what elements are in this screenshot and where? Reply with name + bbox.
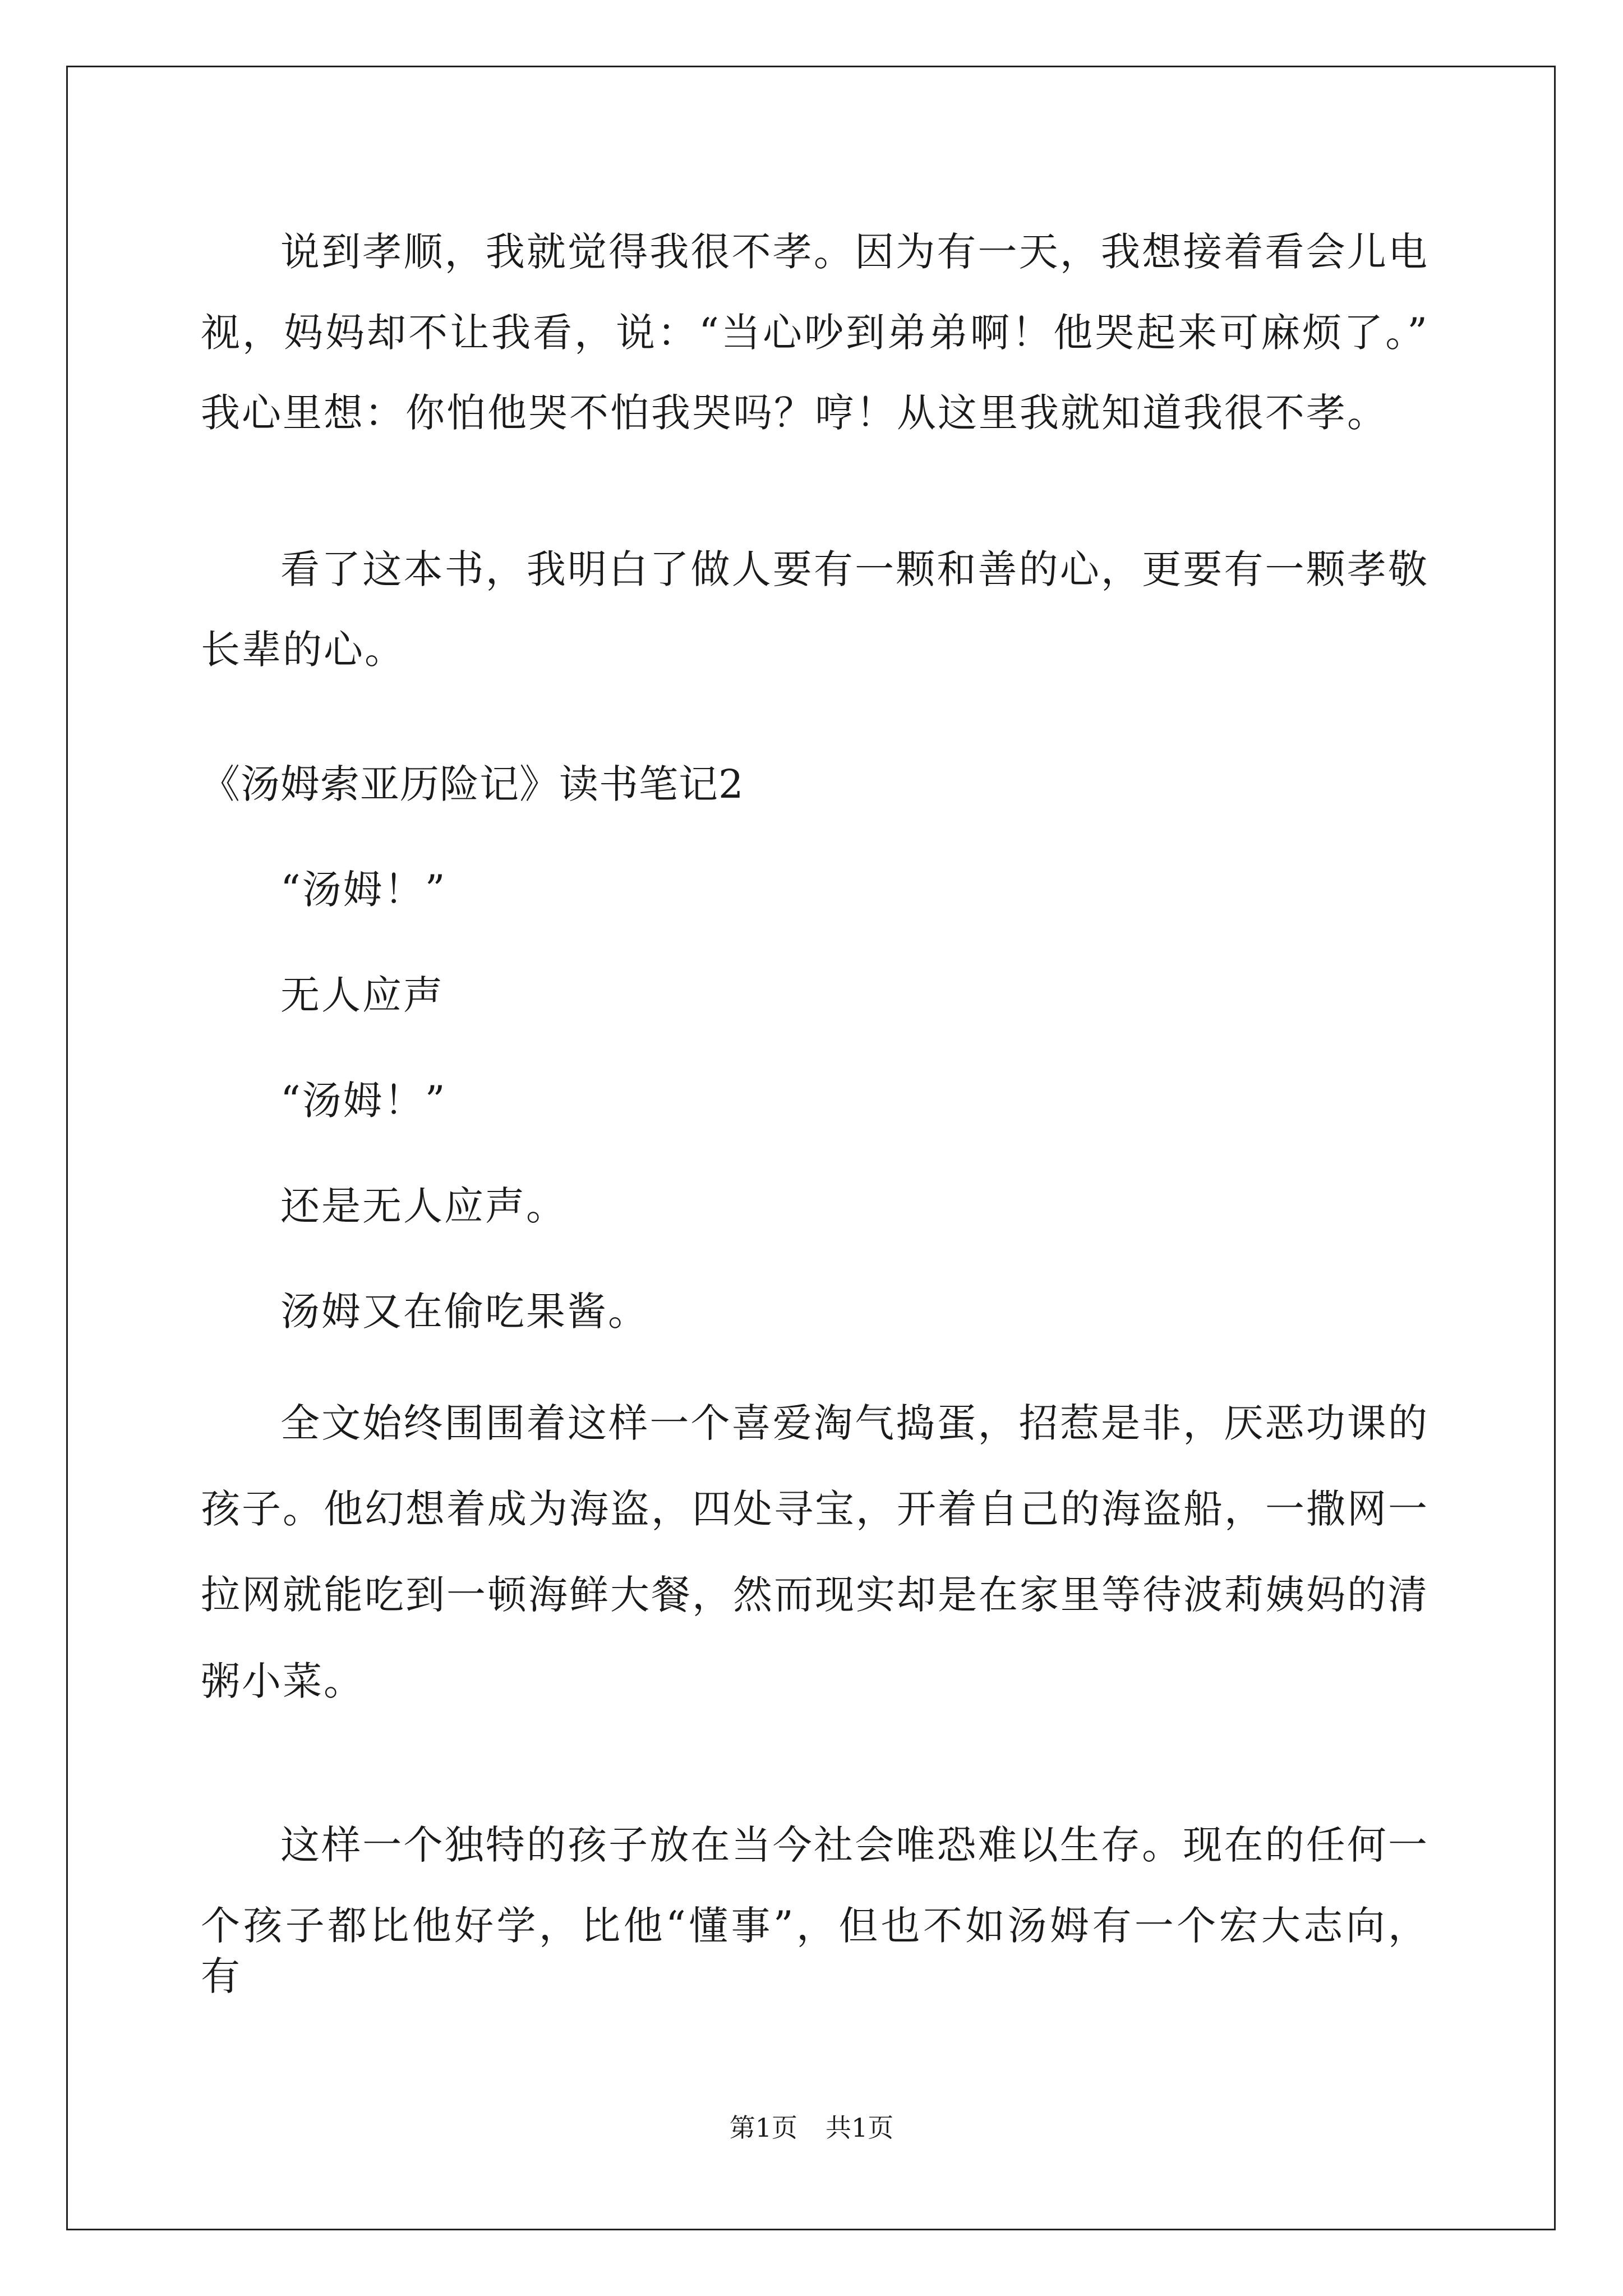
page-footer (0, 2111, 1623, 2145)
paragraph-line: 看了这本书，我明白了做人要有一颗和善的心，更要有一颗孝敬 (280, 546, 1429, 592)
paragraph-line: “汤姆！” (280, 1078, 447, 1124)
paragraph-line: 视，妈妈却不让我看，说：“当心吵到弟弟啊！他哭起来可麻烦了。” (201, 310, 1429, 356)
paragraph-line: 粥小菜。 (201, 1658, 365, 1704)
paragraph-line: 我心里想：你怕他哭不怕我哭吗？哼！从这里我就知道我很不孝。 (201, 390, 1388, 436)
page-number: 第1页 (729, 2113, 797, 2143)
paragraph-line: 拉网就能吃到一顿海鲜大餐，然而现实却是在家里等待波莉姨妈的清 (201, 1572, 1429, 1618)
paragraph-line: 还是无人应声。 (280, 1183, 567, 1229)
paragraph-line: 个孩子都比他好学，比他“懂事”，但也不如汤姆有一个宏大志向，有 (201, 1903, 1429, 1999)
paragraph-line: 长辈的心。 (201, 627, 405, 673)
paragraph-line: 全文始终围围着这样一个喜爱淘气捣蛋，招惹是非，厌恶功课的 (280, 1400, 1429, 1446)
paragraph-line: 这样一个独特的孩子放在当今社会唯恐难以生存。现在的任何一 (280, 1822, 1429, 1868)
paragraph-line: 无人应声 (280, 972, 444, 1018)
paragraph-line: 汤姆又在偷吃果酱。 (280, 1289, 649, 1335)
paragraph-line: 孩子。他幻想着成为海盗，四处寻宝，开着自己的海盗船，一撒网一 (201, 1486, 1429, 1532)
section-heading: 《汤姆索亚历险记》读书笔记2 (201, 761, 744, 807)
page-total: 共1页 (826, 2113, 894, 2143)
paragraph-line: “汤姆！” (280, 867, 447, 913)
paragraph-line: 说到孝顺，我就觉得我很不孝。因为有一天，我想接着看会儿电 (280, 229, 1429, 275)
